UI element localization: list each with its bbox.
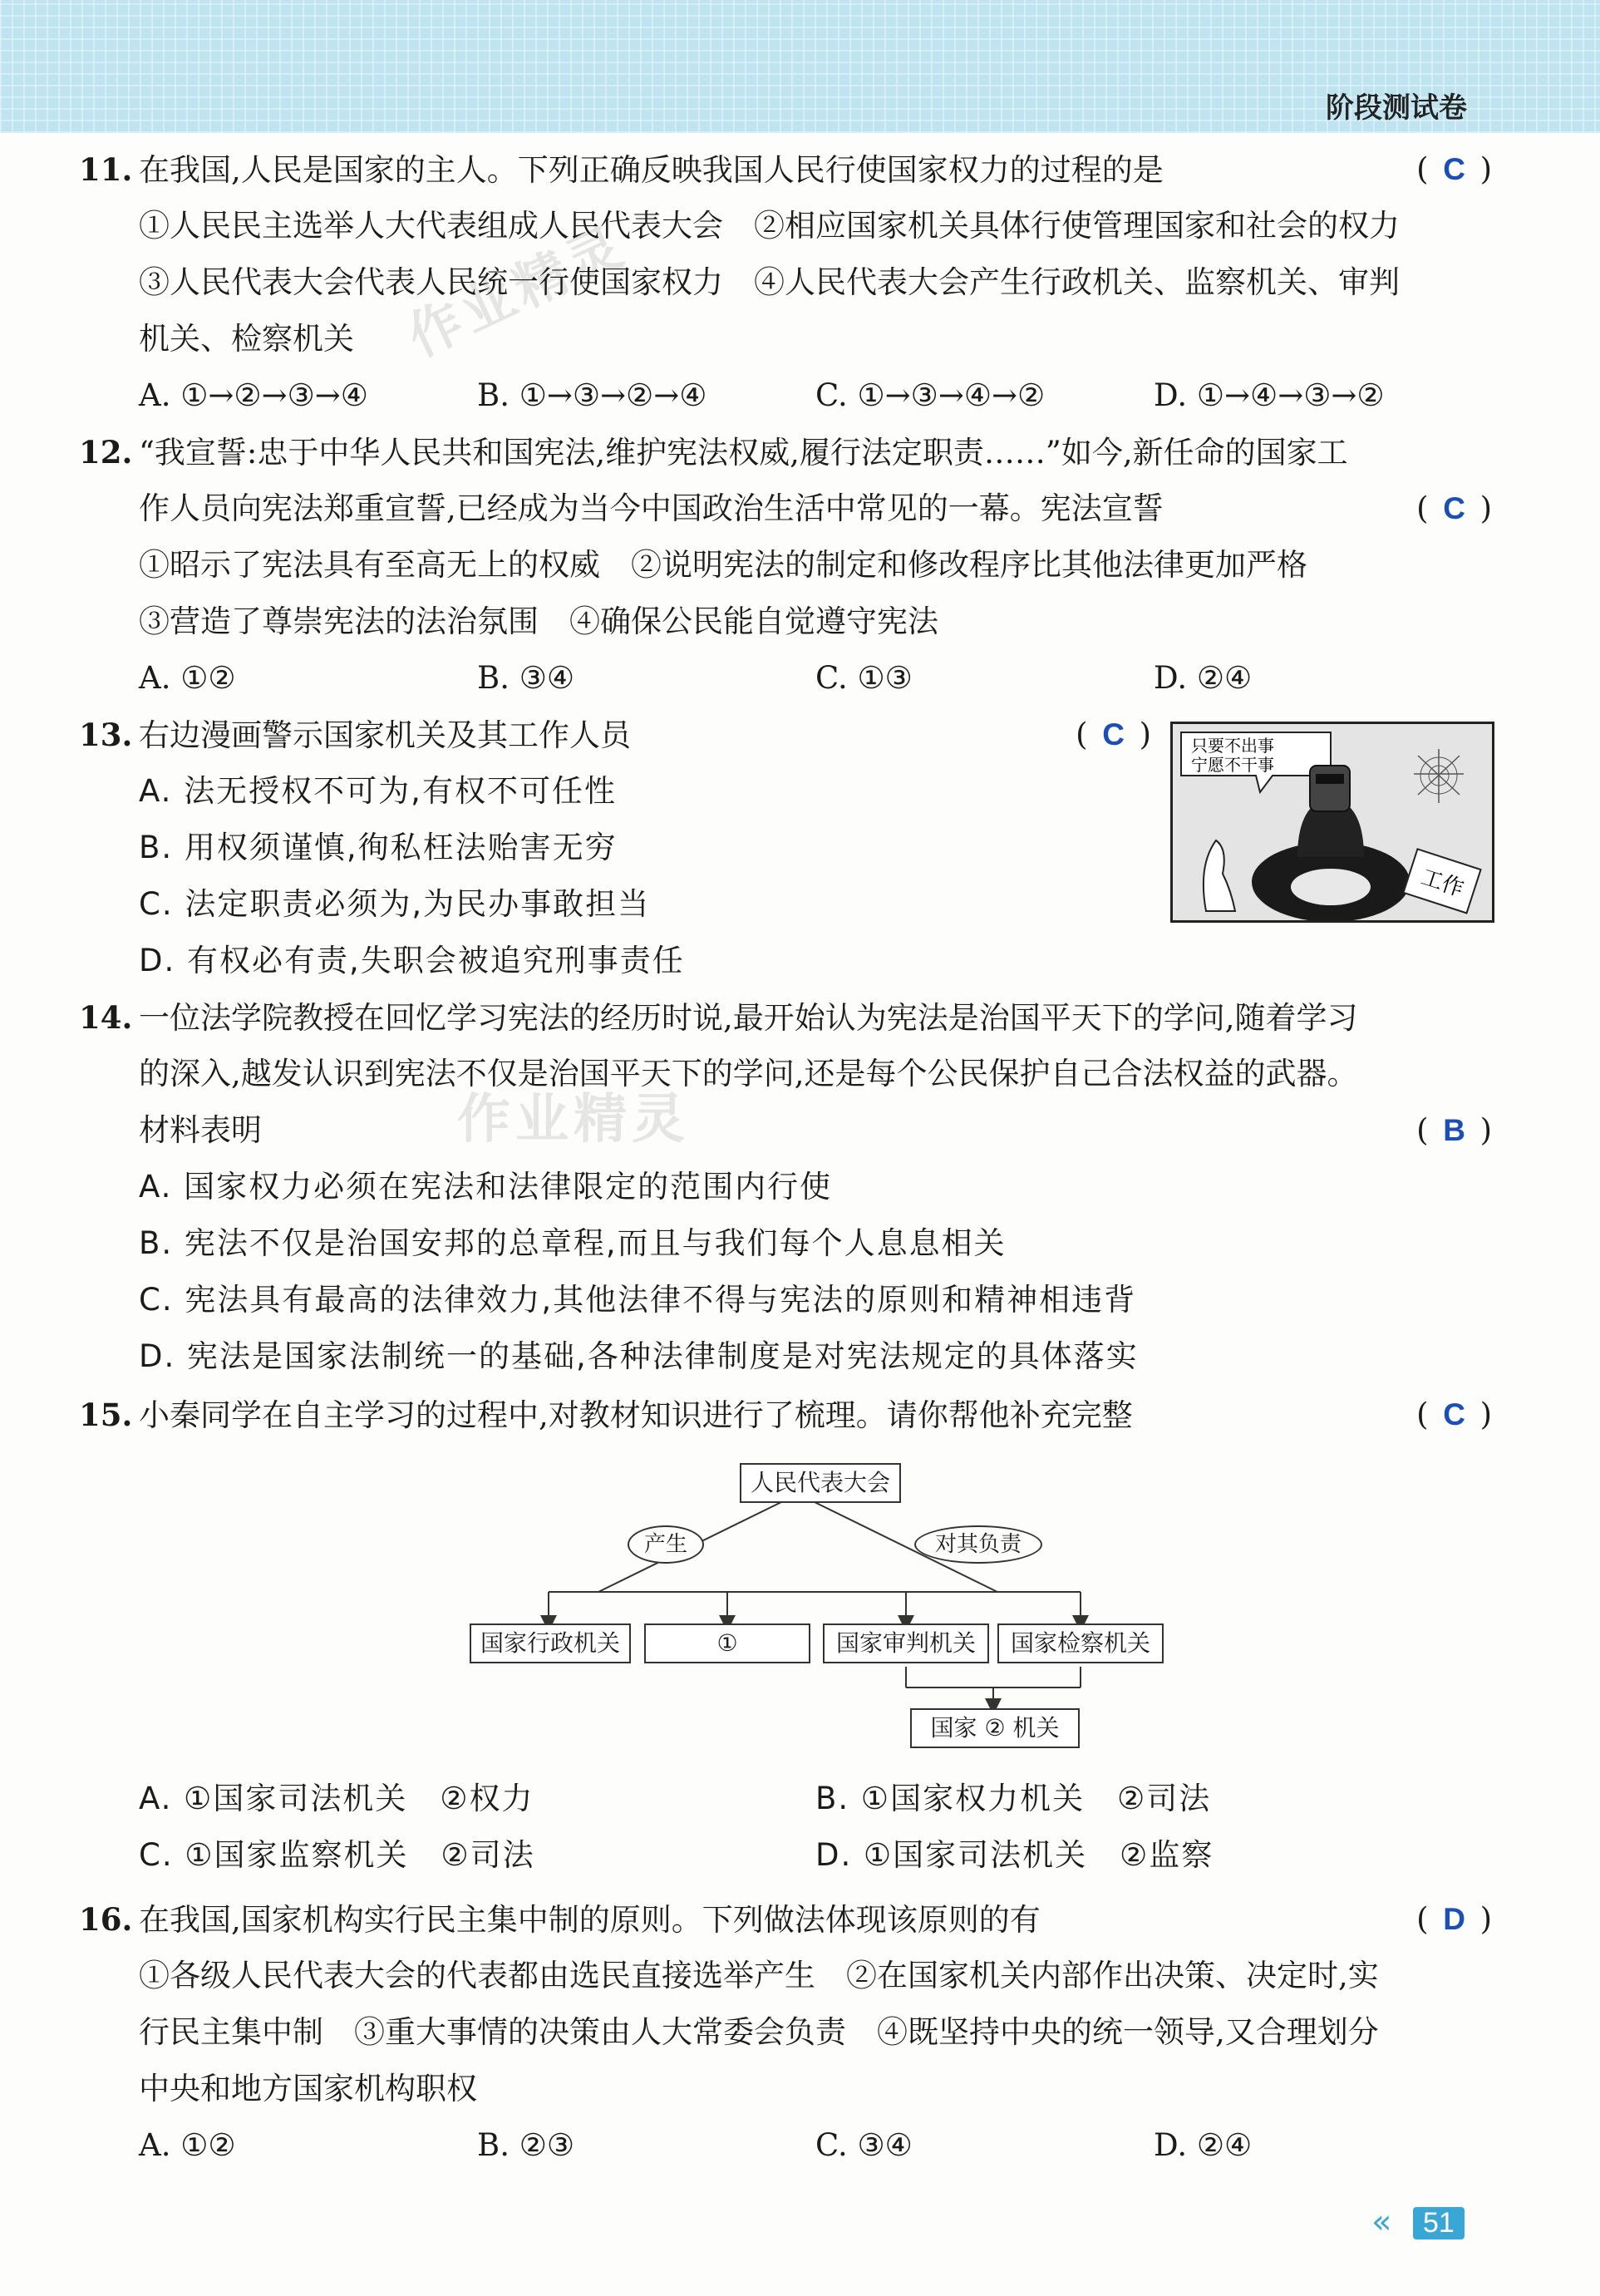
page-header-title: 阶段测试卷 bbox=[1326, 91, 1467, 125]
option-b[interactable]: B. 用权须谨慎,徇私枉法贻害无穷 bbox=[139, 830, 618, 865]
option-b[interactable]: B. ①→③→②→④ bbox=[477, 377, 707, 413]
watermark: 作业精灵 bbox=[457, 1089, 690, 1150]
question-text-line: ①人民民主选举人大代表组成人民代表大会 ②相应国家机关具体行使管理国家和社会的权力 bbox=[139, 208, 1400, 244]
question-number: 13. bbox=[79, 717, 133, 753]
box-blank-1: ① bbox=[644, 1623, 810, 1663]
option-a[interactable]: A. ①② bbox=[139, 660, 236, 696]
label-responsible: 对其负责 bbox=[914, 1525, 1042, 1564]
question-11 bbox=[79, 141, 1492, 424]
watermark: 作业精灵 bbox=[399, 214, 637, 370]
answer-letter: C bbox=[1102, 717, 1125, 751]
question-12 bbox=[79, 424, 1492, 707]
question-text-line: 的深入,越发认识到宪法不仅是治国平天下的学问,还是每个公民保护自己合法权益的武器。 bbox=[139, 1056, 1358, 1091]
box-blank-2: 国家 ② 机关 bbox=[910, 1708, 1080, 1748]
answer-bracket: ( D ) bbox=[1416, 1891, 1492, 1948]
bubble-line-2: 宁愿不干事 bbox=[1191, 755, 1274, 775]
answer-bracket: ( C ) bbox=[1416, 1387, 1492, 1443]
option-c[interactable]: C. ①③ bbox=[815, 660, 913, 696]
question-text-line: ③人民代表大会代表人民统一行使国家权力 ④人民代表大会产生行政机关、监察机关、审判 bbox=[139, 264, 1400, 300]
option-a[interactable]: A. 法无授权不可为,有权不可任性 bbox=[139, 773, 617, 809]
question-number: 14. bbox=[79, 999, 133, 1036]
options-row bbox=[79, 2117, 1492, 2174]
cartoon-paper-label: 工作 bbox=[1417, 865, 1467, 902]
answer-letter: C bbox=[1443, 1397, 1465, 1431]
question-text-line: ①各级人民代表大会的代表都由选民直接选举产生 ②在国家机关内部作出决策、决定时,实 bbox=[139, 1958, 1379, 1993]
question-14 bbox=[79, 989, 1492, 1385]
answer-letter: D bbox=[1443, 1902, 1465, 1936]
question-number: 16. bbox=[79, 1901, 133, 1938]
cartoon-image bbox=[1170, 722, 1494, 923]
question-15-options bbox=[79, 1771, 1492, 1884]
question-text-line: 作人员向宪法郑重宣誓,已经成为当今中国政治生活中常见的一幕。宪法宣誓 bbox=[139, 490, 1164, 526]
option-c[interactable]: C. ①→③→④→② bbox=[815, 377, 1046, 413]
question-stem: 小秦同学在自主学习的过程中,对教材知识进行了梳理。请你帮他补充完整 bbox=[139, 1397, 1133, 1433]
options-row bbox=[79, 650, 1492, 707]
question-stem: “我宣誓:忠于中华人民共和国宪法,维护宪法权威,履行法定职责……”如今,新任命的国家工 bbox=[139, 435, 1348, 471]
answer-bracket: ( C ) bbox=[1416, 480, 1492, 537]
options-row bbox=[79, 1771, 1492, 1827]
options-row bbox=[79, 1827, 1492, 1884]
answer-letter: C bbox=[1443, 152, 1465, 186]
question-number: 11. bbox=[79, 151, 133, 188]
box-peoples-congress: 人民代表大会 bbox=[740, 1463, 901, 1503]
option-c[interactable]: C. 法定职责必须为,为民办事敢担当 bbox=[139, 886, 651, 922]
org-diagram bbox=[465, 1459, 1180, 1750]
option-d[interactable]: D. ②④ bbox=[1154, 660, 1253, 696]
option-a[interactable]: A. ①② bbox=[139, 2127, 236, 2163]
question-number: 15. bbox=[79, 1397, 133, 1433]
question-text-line: ③营造了尊崇宪法的法治氛围 ④确保公民能自觉遵守宪法 bbox=[139, 604, 938, 639]
answer-bracket: ( C ) bbox=[1416, 141, 1492, 198]
page-number: 51 bbox=[1413, 2207, 1465, 2239]
options-row bbox=[79, 367, 1492, 424]
answer-letter: C bbox=[1443, 491, 1465, 525]
option-c[interactable]: C. ①国家监察机关 ②司法 bbox=[139, 1837, 535, 1873]
question-text-line: 中央和地方国家机构职权 bbox=[139, 2071, 477, 2106]
double-chevron-left-icon: « bbox=[1371, 2203, 1392, 2241]
option-a[interactable]: A. ①→②→③→④ bbox=[139, 377, 368, 413]
box-procuratorate: 国家检察机关 bbox=[997, 1623, 1164, 1663]
option-b[interactable]: B. ②③ bbox=[477, 2127, 575, 2163]
box-judicial-organ: 国家审判机关 bbox=[823, 1623, 989, 1663]
option-d[interactable]: D. 宪法是国家法制统一的基础,各种法律制度是对宪法规定的具体落实 bbox=[139, 1338, 1139, 1374]
question-16 bbox=[79, 1891, 1492, 2174]
answer-letter: B bbox=[1443, 1113, 1465, 1147]
option-c[interactable]: C. 宪法具有最高的法律效力,其他法律不得与宪法的原则和精神相违背 bbox=[139, 1282, 1137, 1318]
option-a[interactable]: A. ①国家司法机关 ②权力 bbox=[139, 1781, 534, 1816]
question-stem: 右边漫画警示国家机关及其工作人员 bbox=[139, 717, 631, 753]
question-text-line: ①昭示了宪法具有至高无上的权威 ②说明宪法的制定和修改程序比其他法律更加严格 bbox=[139, 547, 1307, 583]
question-text-line: 材料表明 bbox=[139, 1112, 262, 1148]
option-b[interactable]: B. ①国家权力机关 ②司法 bbox=[815, 1781, 1212, 1816]
question-13 bbox=[79, 707, 1151, 989]
option-a[interactable]: A. 国家权力必须在宪法和法律限定的范围内行使 bbox=[139, 1169, 833, 1205]
option-d[interactable]: D. ②④ bbox=[1154, 2127, 1253, 2163]
question-stem: 在我国,人民是国家的主人。下列正确反映我国人民行使国家权力的过程的是 bbox=[139, 152, 1164, 188]
question-text-line: 机关、检察机关 bbox=[139, 321, 354, 357]
option-b[interactable]: B. ③④ bbox=[477, 660, 575, 696]
answer-bracket: ( B ) bbox=[1416, 1102, 1492, 1159]
question-stem: 一位法学院教授在回忆学习宪法的经历时说,最开始认为宪法是治国平天下的学问,随着学习 bbox=[139, 1000, 1358, 1036]
bubble-line-1: 只要不出事 bbox=[1191, 736, 1274, 756]
option-d[interactable]: D. 有权必有责,失职会被追究刑事责任 bbox=[139, 943, 685, 978]
question-number: 12. bbox=[79, 434, 133, 471]
option-d[interactable]: D. ①国家司法机关 ②监察 bbox=[815, 1837, 1214, 1873]
answer-bracket: ( C ) bbox=[1076, 707, 1151, 763]
option-c[interactable]: C. ③④ bbox=[815, 2127, 913, 2163]
label-produce: 产生 bbox=[628, 1525, 704, 1564]
option-b[interactable]: B. 宪法不仅是治国安邦的总章程,而且与我们每个人息息相关 bbox=[139, 1225, 1007, 1261]
box-admin-organ: 国家行政机关 bbox=[470, 1623, 631, 1663]
option-d[interactable]: D. ①→④→③→② bbox=[1154, 377, 1385, 413]
question-stem: 在我国,国家机构实行民主集中制的原则。下列做法体现该原则的有 bbox=[139, 1902, 1041, 1938]
cartoon-drawing bbox=[1173, 724, 1492, 920]
question-text-line: 行民主集中制 ③重大事情的决策由人大常委会负责 ④既坚持中央的统一领导,又合理划分 bbox=[139, 2014, 1379, 2050]
question-15 bbox=[79, 1387, 1492, 1443]
